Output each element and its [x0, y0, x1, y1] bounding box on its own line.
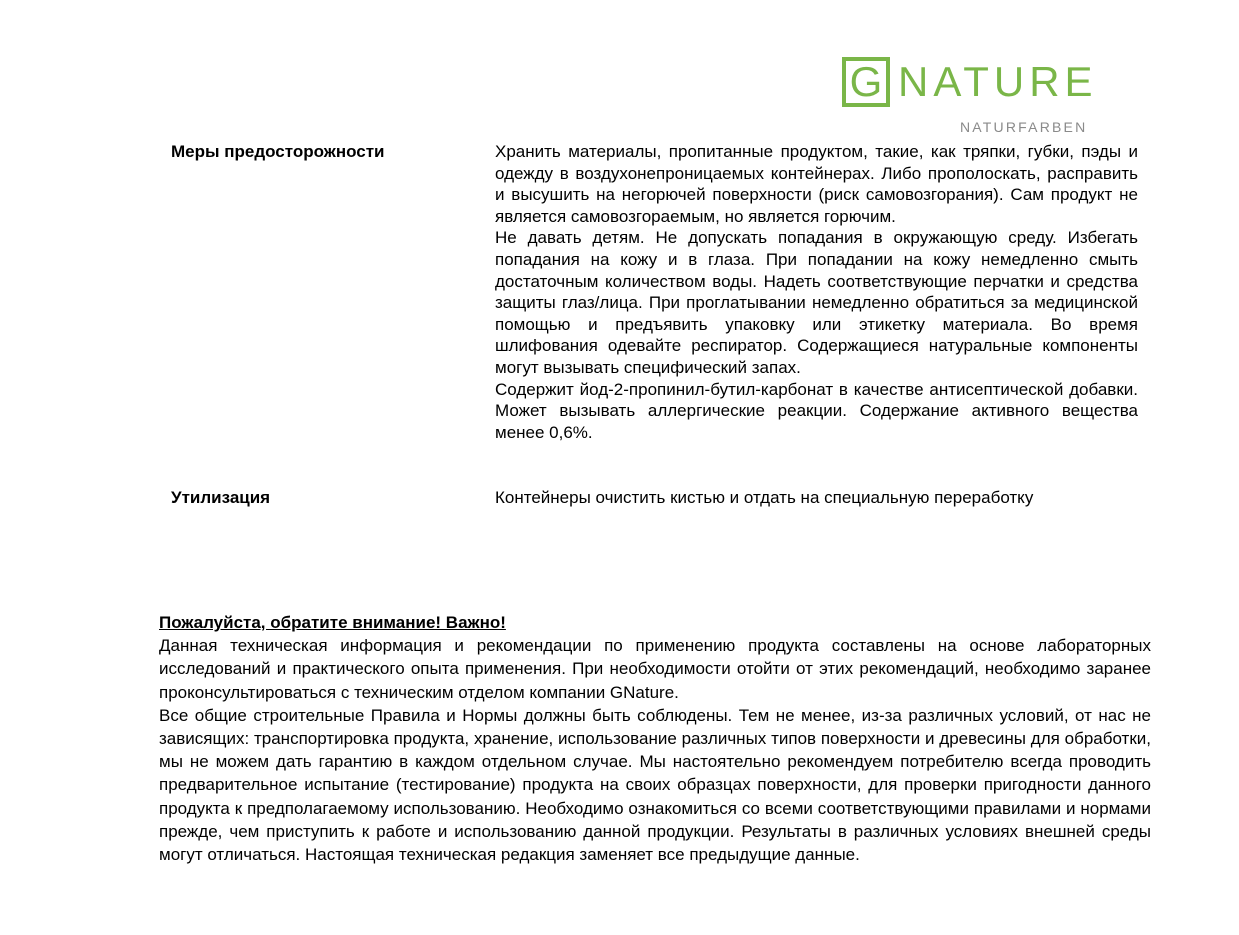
precautions-label: Меры предосторожности — [171, 142, 385, 161]
precautions-paragraph: Не давать детям. Не допускать попадания в окружающую среду. Избегать попадания на кожу и в глаза. При попадании на кожу немедленно смыть достаточным количеством воды. Надеть соответствующие перчатки и средства защиты глаз/лица. При проглатывании немедленно обратиться за медицинской помощью и предъявить упаковку или этикетку материала. Во время шлифования одевайте респиратор. Содержащиеся натуральные компоненты могут вызывать специфический запах. — [495, 228, 1138, 377]
precautions-paragraph: Хранить материалы, пропитанные продуктом, такие, как тряпки, губки, пэды и одежду в воздухонепроницаемых контейнерах. Либо прополоскать, расправить и высушить на негорючей поверхности (риск самовозгорания). Сам продукт не является самовозгораемым, но является горючим. — [495, 142, 1138, 226]
note-paragraph: Все общие строительные Правила и Нормы должны быть соблюдены. Тем не менее, из-за различных условий, от нас не зависящих: транспортировка продукта, хранение, использование различных типов поверхности и древесины для обработки, мы не можем дать гарантию в каждом отдельном случае. Мы настоятельно рекомендуем потребителю всегда проводить предварительное испытание (тестирование) продукта на своих образцах поверхности, для проверки пригодности данного продукта к предполагаемому использованию. Необходимо ознакомиться со всеми соответствующими правилами и нормами прежде, чем приступить к работе и использованию данной продукции. Результаты в различных условиях внешней среды могут отличаться. Настоящая техническая редакция заменяет все предыдущие данные. — [159, 705, 1151, 865]
precautions-paragraph: Содержит йод-2-пропинил-бутил-карбонат в качестве антисептической добавки. Может вызывать аллергические реакции. Содержание активного вещества менее 0,6%. — [495, 379, 1138, 442]
logo-subtitle: NATURFARBEN — [960, 119, 1088, 135]
disposal-text — [495, 487, 1138, 509]
disposal-paragraph: Контейнеры очистить кистью и отдать на специальную переработку — [495, 488, 1034, 507]
disposal-label: Утилизация — [171, 488, 271, 507]
important-note — [159, 611, 1151, 866]
precautions-text — [495, 141, 1138, 443]
note-title: Пожалуйста, обратите внимание! Важно! — [159, 613, 506, 632]
note-paragraph: Данная техническая информация и рекомендации по применению продукта составлены на основе лабораторных исследований и практического опыта применения. При необходимости отойти от этих рекомендаций, необходимо заранее проконсультироваться с техническим отделом компании GNature. — [159, 636, 1151, 702]
logo-letter: G — [849, 58, 883, 105]
logo-wordmark: NATURE — [898, 58, 1098, 105]
brand-logo — [842, 57, 1148, 137]
